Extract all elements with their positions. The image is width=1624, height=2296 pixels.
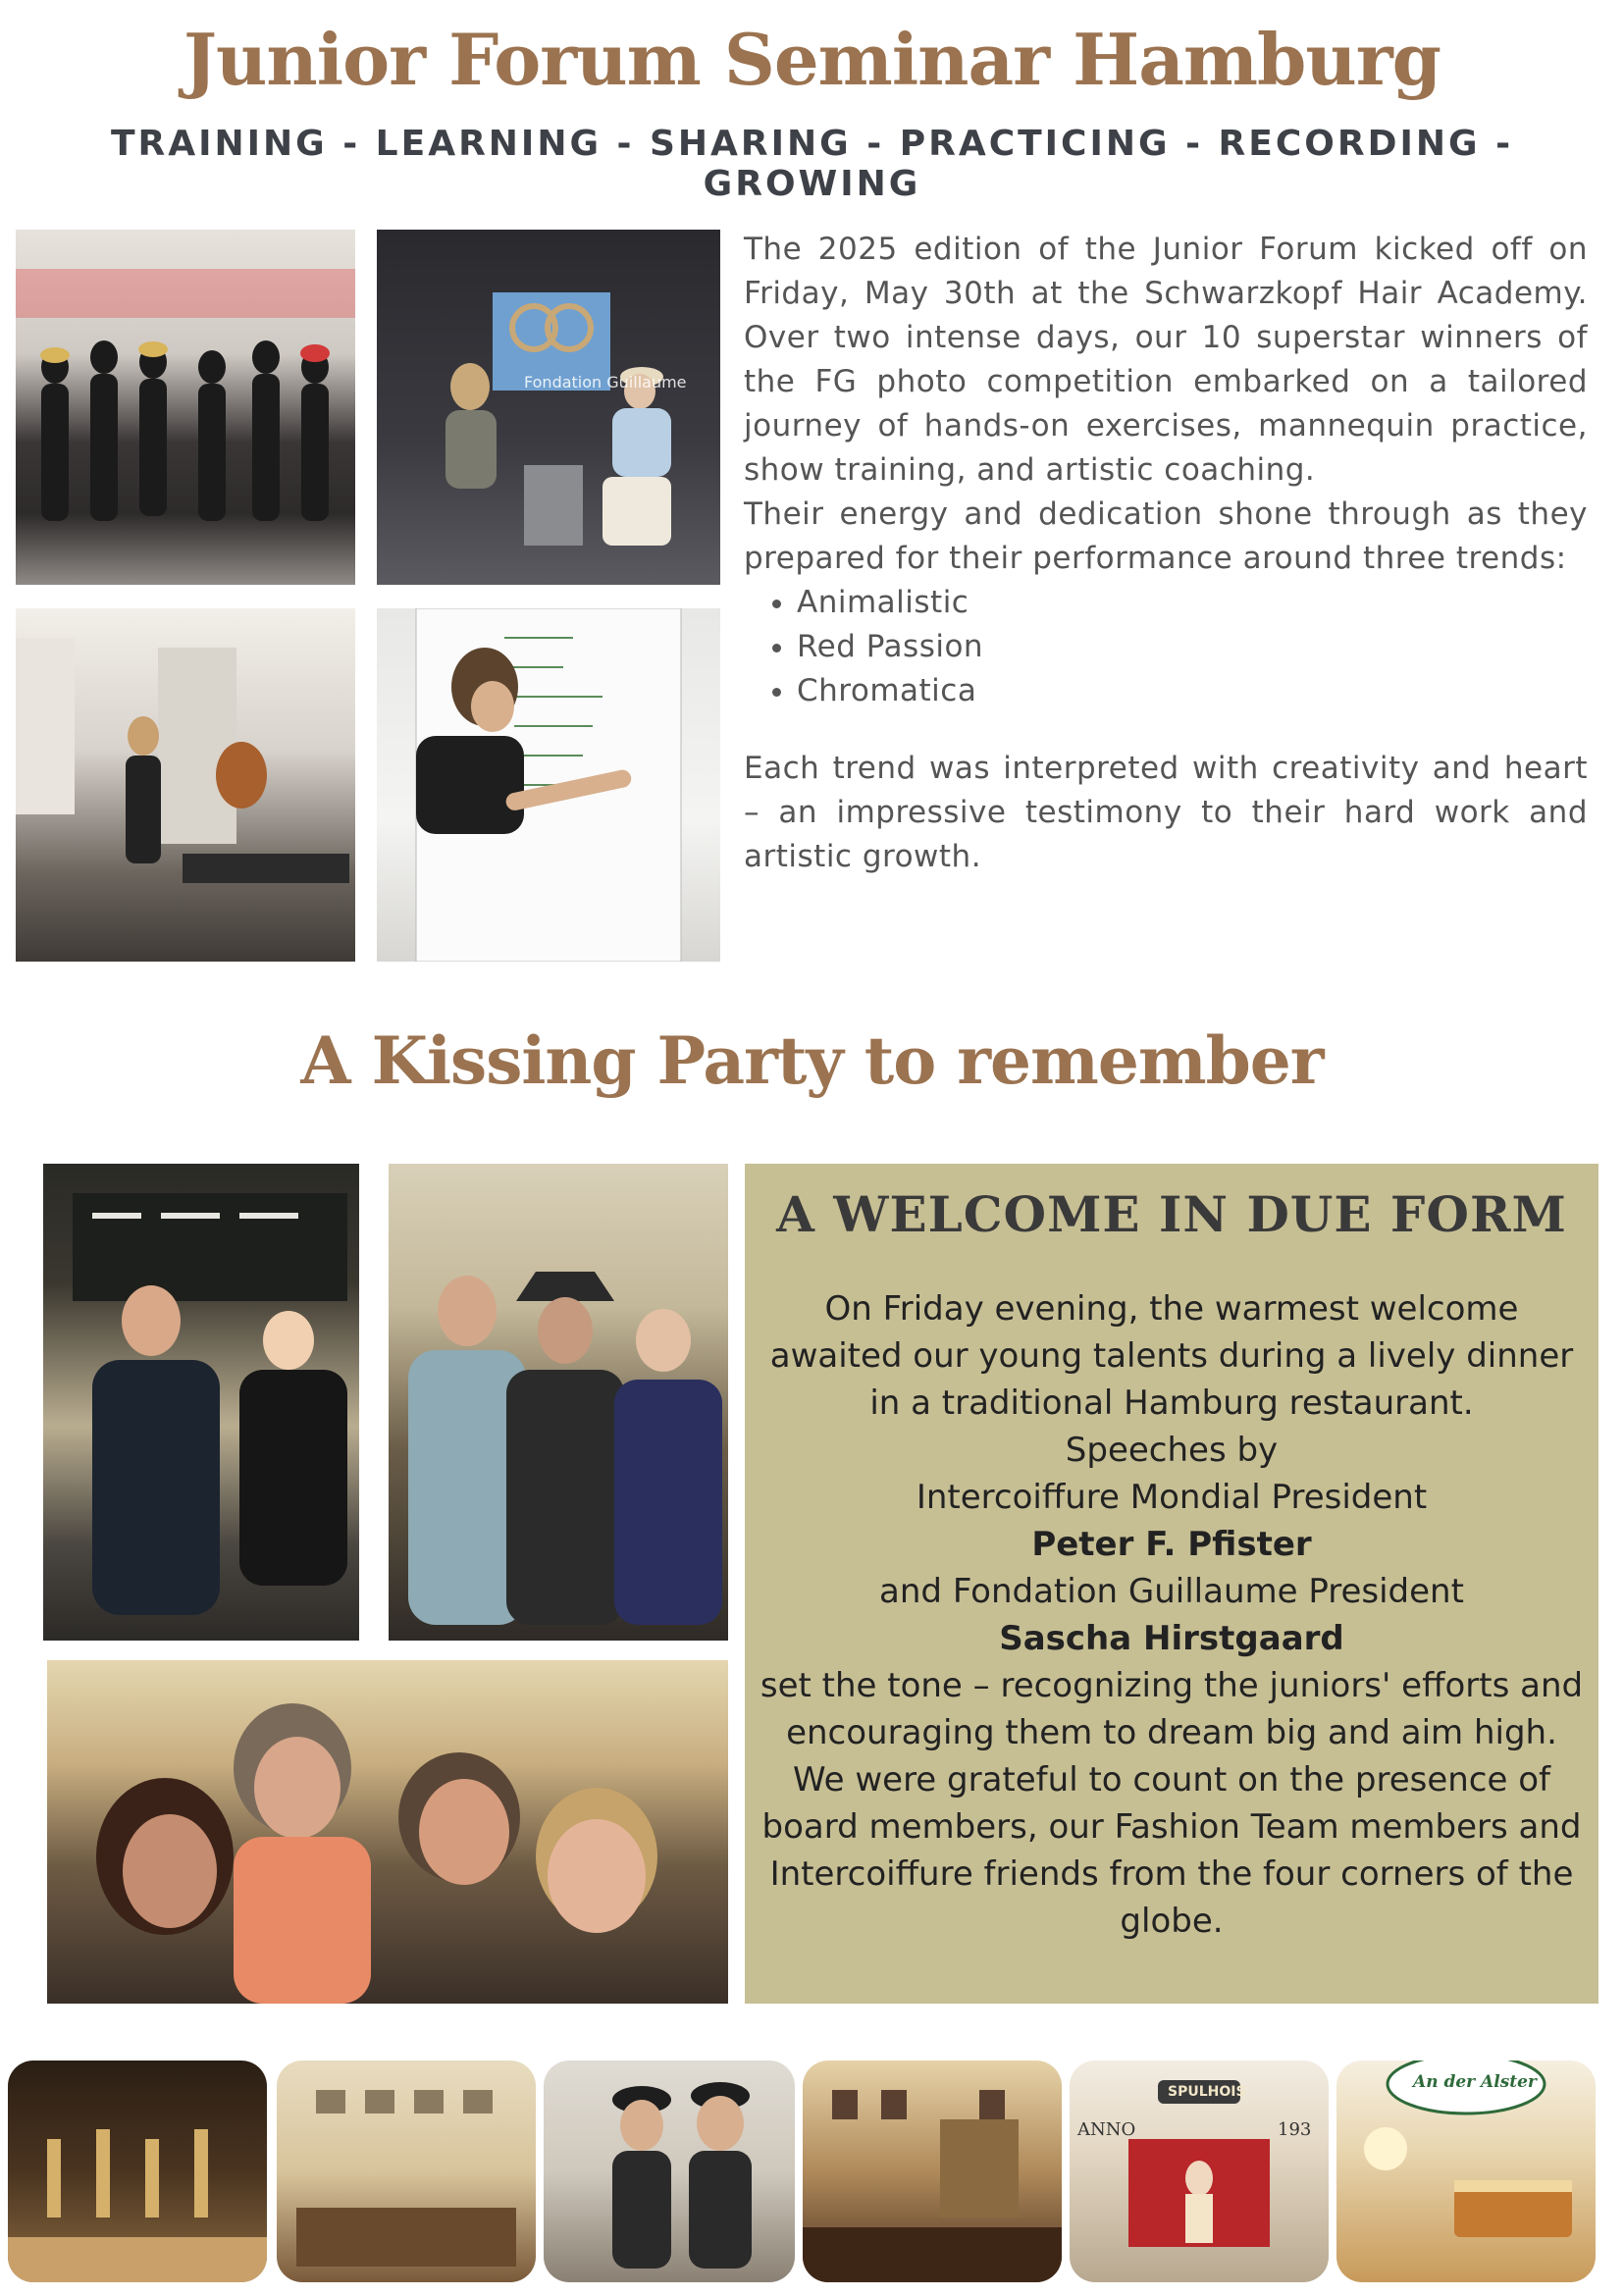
toast-scene [43, 1164, 359, 1641]
screen-logo-text: Fondation Guillaume [524, 373, 687, 391]
photo-party-selfie [47, 1660, 728, 2004]
photo-salon-mannequin [16, 608, 355, 962]
thumb-wood-paneled-room [803, 2061, 1062, 2282]
president-name: Peter F. Pfister [1031, 1525, 1312, 1564]
welcome-text [759, 1285, 1585, 1945]
intro-paragraph-1: The 2025 edition of the Junior Forum kicked off on Friday, May 30th at the Schwarzkopf Hair Academy. Over two intense days, our 10 superstar winners of the FG photo competition embarked on a tailored journey of hands-on exercises, mannequin practice, show training, and artistic coaching. [744, 232, 1588, 488]
cake-scene [1336, 2061, 1596, 2282]
dining-scene [277, 2061, 536, 2282]
figures-scene [544, 2061, 795, 2282]
page-title: Junior Forum Seminar Hamburg [183, 18, 1441, 101]
section-title: A Kissing Party to remember [300, 1022, 1324, 1099]
president-name: Sascha Hirstgaard [999, 1619, 1344, 1658]
organ-anno: ANNO [1077, 2119, 1136, 2140]
organ-year: 193 [1278, 2119, 1312, 2140]
thumb-laurel-hardy [544, 2061, 795, 2282]
trend-item: • Chromatica [797, 669, 1588, 713]
alster-sign: An der Alster [1413, 2072, 1537, 2092]
selfie-scene [47, 1660, 728, 2004]
group-silhouettes [16, 230, 355, 585]
photo-party-cowboy [389, 1164, 728, 1641]
thumb-dining-room [277, 2061, 536, 2282]
thumb-cake-table [1336, 2061, 1596, 2282]
organ-sign: SPULHOIS [1168, 2084, 1246, 2100]
welcome-line: and Fondation Guillaume President [879, 1572, 1464, 1611]
welcome-box [745, 1164, 1598, 2004]
intro-text [744, 228, 1588, 879]
welcome-line: Intercoiffure Mondial President [916, 1478, 1428, 1517]
taps-scene [8, 2061, 267, 2282]
tagline: TRAINING - LEARNING - SHARING - PRACTICING - RECORDING - GROWING [110, 124, 1514, 204]
welcome-heading: A WELCOME IN DUE FORM [776, 1185, 1567, 1243]
trend-item: • Animalistic [797, 581, 1588, 625]
whiteboard-scene [377, 608, 720, 962]
paneled-scene [803, 2061, 1062, 2282]
intro-paragraph-3: Each trend was interpreted with creativity and heart – an impressive testimony to their hard work and artistic growth. [744, 751, 1588, 874]
thumb-beer-taps [8, 2061, 267, 2282]
trend-list [744, 581, 1588, 713]
cowboy-scene [389, 1164, 728, 1641]
photo-stage-interview [377, 230, 720, 585]
photo-party-toast [43, 1164, 359, 1641]
welcome-line: We were grateful to count on the presence of board members, our Fashion Team members and Intercoiffure friends from the four corners of the globe. [761, 1760, 1582, 1941]
photo-whiteboard [377, 608, 720, 962]
stage-scene [377, 230, 720, 585]
welcome-line: Speeches by [1065, 1431, 1279, 1470]
welcome-line: On Friday evening, the warmest welcome awaited our young talents during a lively dinner in a traditional Hamburg restaurant. [769, 1289, 1574, 1423]
photo-juniors-group [16, 230, 355, 585]
salon-scene [16, 608, 355, 962]
thumb-organ-stage [1070, 2061, 1329, 2282]
trend-item: • Red Passion [797, 625, 1588, 669]
welcome-line: set the tone – recognizing the juniors' efforts and encouraging them to dream big and aim high. [760, 1666, 1584, 1752]
intro-paragraph-2: Their energy and dedication shone through as they prepared for their performance around three trends: [744, 496, 1588, 576]
